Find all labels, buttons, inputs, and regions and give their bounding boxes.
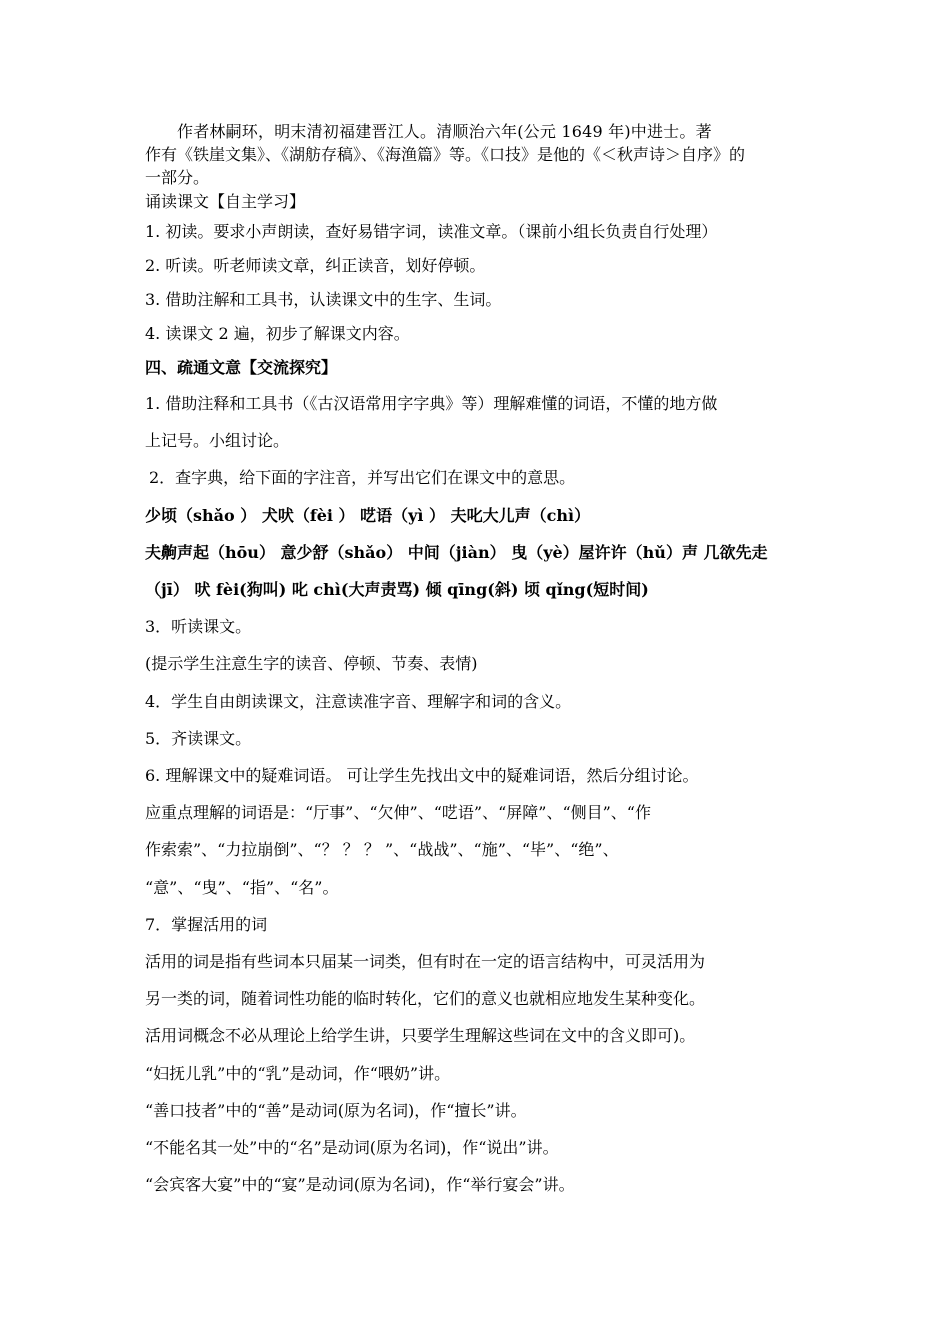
item-7-line-2: 另一类的词，随着词性功能的临时转化，它们的意义也就相应地发生某种变化。 — [145, 989, 706, 1009]
item-2: 2．查字典，给下面的字注音，并写出它们在课文中的意思。 — [149, 468, 576, 488]
reading-item-1: 1. 初读。要求小声朗读，查好易错字词，读准文章。（课前小组长负责自行处理） — [145, 222, 718, 241]
item-5: 5．齐读课文。 — [145, 728, 252, 748]
section-4 — [145, 351, 815, 1203]
section-4-heading: 四、疏通文意【交流探究】 — [145, 358, 338, 377]
item-1-line-1: 1. 借助注释和工具书（《古汉语常用字字典》等）理解难懂的词语，不懂的地方做 — [145, 394, 718, 413]
pinyin-line-3: （jī） 吠 fèi(狗叫) 叱 chì(大声责骂) 倾 qīng(斜) 顷 qǐng(短时间) — [145, 580, 649, 600]
example-4: “会宾客大宴”中的“宴”是动词(原为名词)，作“举行宴会”讲。 — [145, 1175, 575, 1195]
item-1-line-2: 上记号。小组讨论。 — [145, 431, 290, 451]
item-7: 7．掌握活用的词 — [145, 914, 268, 934]
item-4: 4．学生自由朗读课文，注意读准字音、理解字和词的含义。 — [145, 691, 572, 711]
author-intro — [145, 120, 815, 189]
pinyin-line-2: 夫齁声起（hōu） 意少舒（shǎo） 中间（jiàn） 曳（yè）屋许许（hǔ）声 几欲先走 — [145, 542, 768, 562]
pinyin-line-1: 少顷（shǎo ） 犬吠（fèi ） 呓语（yì ） 夫叱大儿声（chì） — [145, 505, 591, 525]
example-2: “善口技者”中的“善”是动词(原为名词)，作“擅长”讲。 — [145, 1100, 527, 1120]
item-7-line-3: 活用词概念不必从理论上给学生讲，只要学生理解这些词在文中的含义即可)。 — [145, 1026, 696, 1046]
item-6-line-3: 作索索”、“力拉崩倒”、“？ ？ ？ ”、“战战”、“施”、“毕”、“绝”、 — [145, 840, 619, 860]
reading-heading: 诵读课文【自主学习】 — [145, 192, 306, 211]
item-6-line-4: “意”、“曳”、“指”、“名”。 — [145, 877, 339, 897]
intro-line-2: 作有《铁崖文集》、《湖舫存稿》、《海渔篇》等。《口技》是他的《＜秋声诗＞自序》的 — [145, 145, 746, 164]
intro-line-1: 作者林嗣环，明末清初福建晋江人。清顺治六年(公元 1649 年)中进士。著 — [177, 122, 712, 141]
example-1: “妇抚儿乳”中的“乳”是动词，作“喂奶”讲。 — [145, 1063, 451, 1083]
reading-item-4: 4. 读课文 2 遍，初步了解课文内容。 — [145, 324, 410, 343]
example-3: “不能名其一处”中的“名”是动词(原为名词)，作“说出”讲。 — [145, 1138, 559, 1158]
document-page — [145, 120, 815, 1203]
item-3-note: (提示学生注意生字的读音、停顿、节奏、表情) — [145, 654, 478, 674]
item-6-line-2: 应重点理解的词语是：“厅事”、“欠伸”、“呓语”、“屏障”、“侧目”、“作 — [145, 803, 651, 823]
item-7-line-1: 活用的词是指有些词本只届某一词类，但有时在一定的语言结构中，可灵活用为 — [145, 952, 706, 972]
reading-section — [145, 189, 815, 351]
reading-item-2: 2. 听读。听老师读文章，纠正读音，划好停顿。 — [145, 256, 486, 275]
item-3: 3．听读课文。 — [145, 617, 252, 637]
reading-item-3: 3. 借助注解和工具书，认读课文中的生字、生词。 — [145, 290, 502, 309]
item-6-line-1: 6. 理解课文中的疑难词语。 可让学生先找出文中的疑难词语，然后分组讨论。 — [145, 766, 699, 786]
intro-line-3: 一部分。 — [145, 168, 210, 187]
